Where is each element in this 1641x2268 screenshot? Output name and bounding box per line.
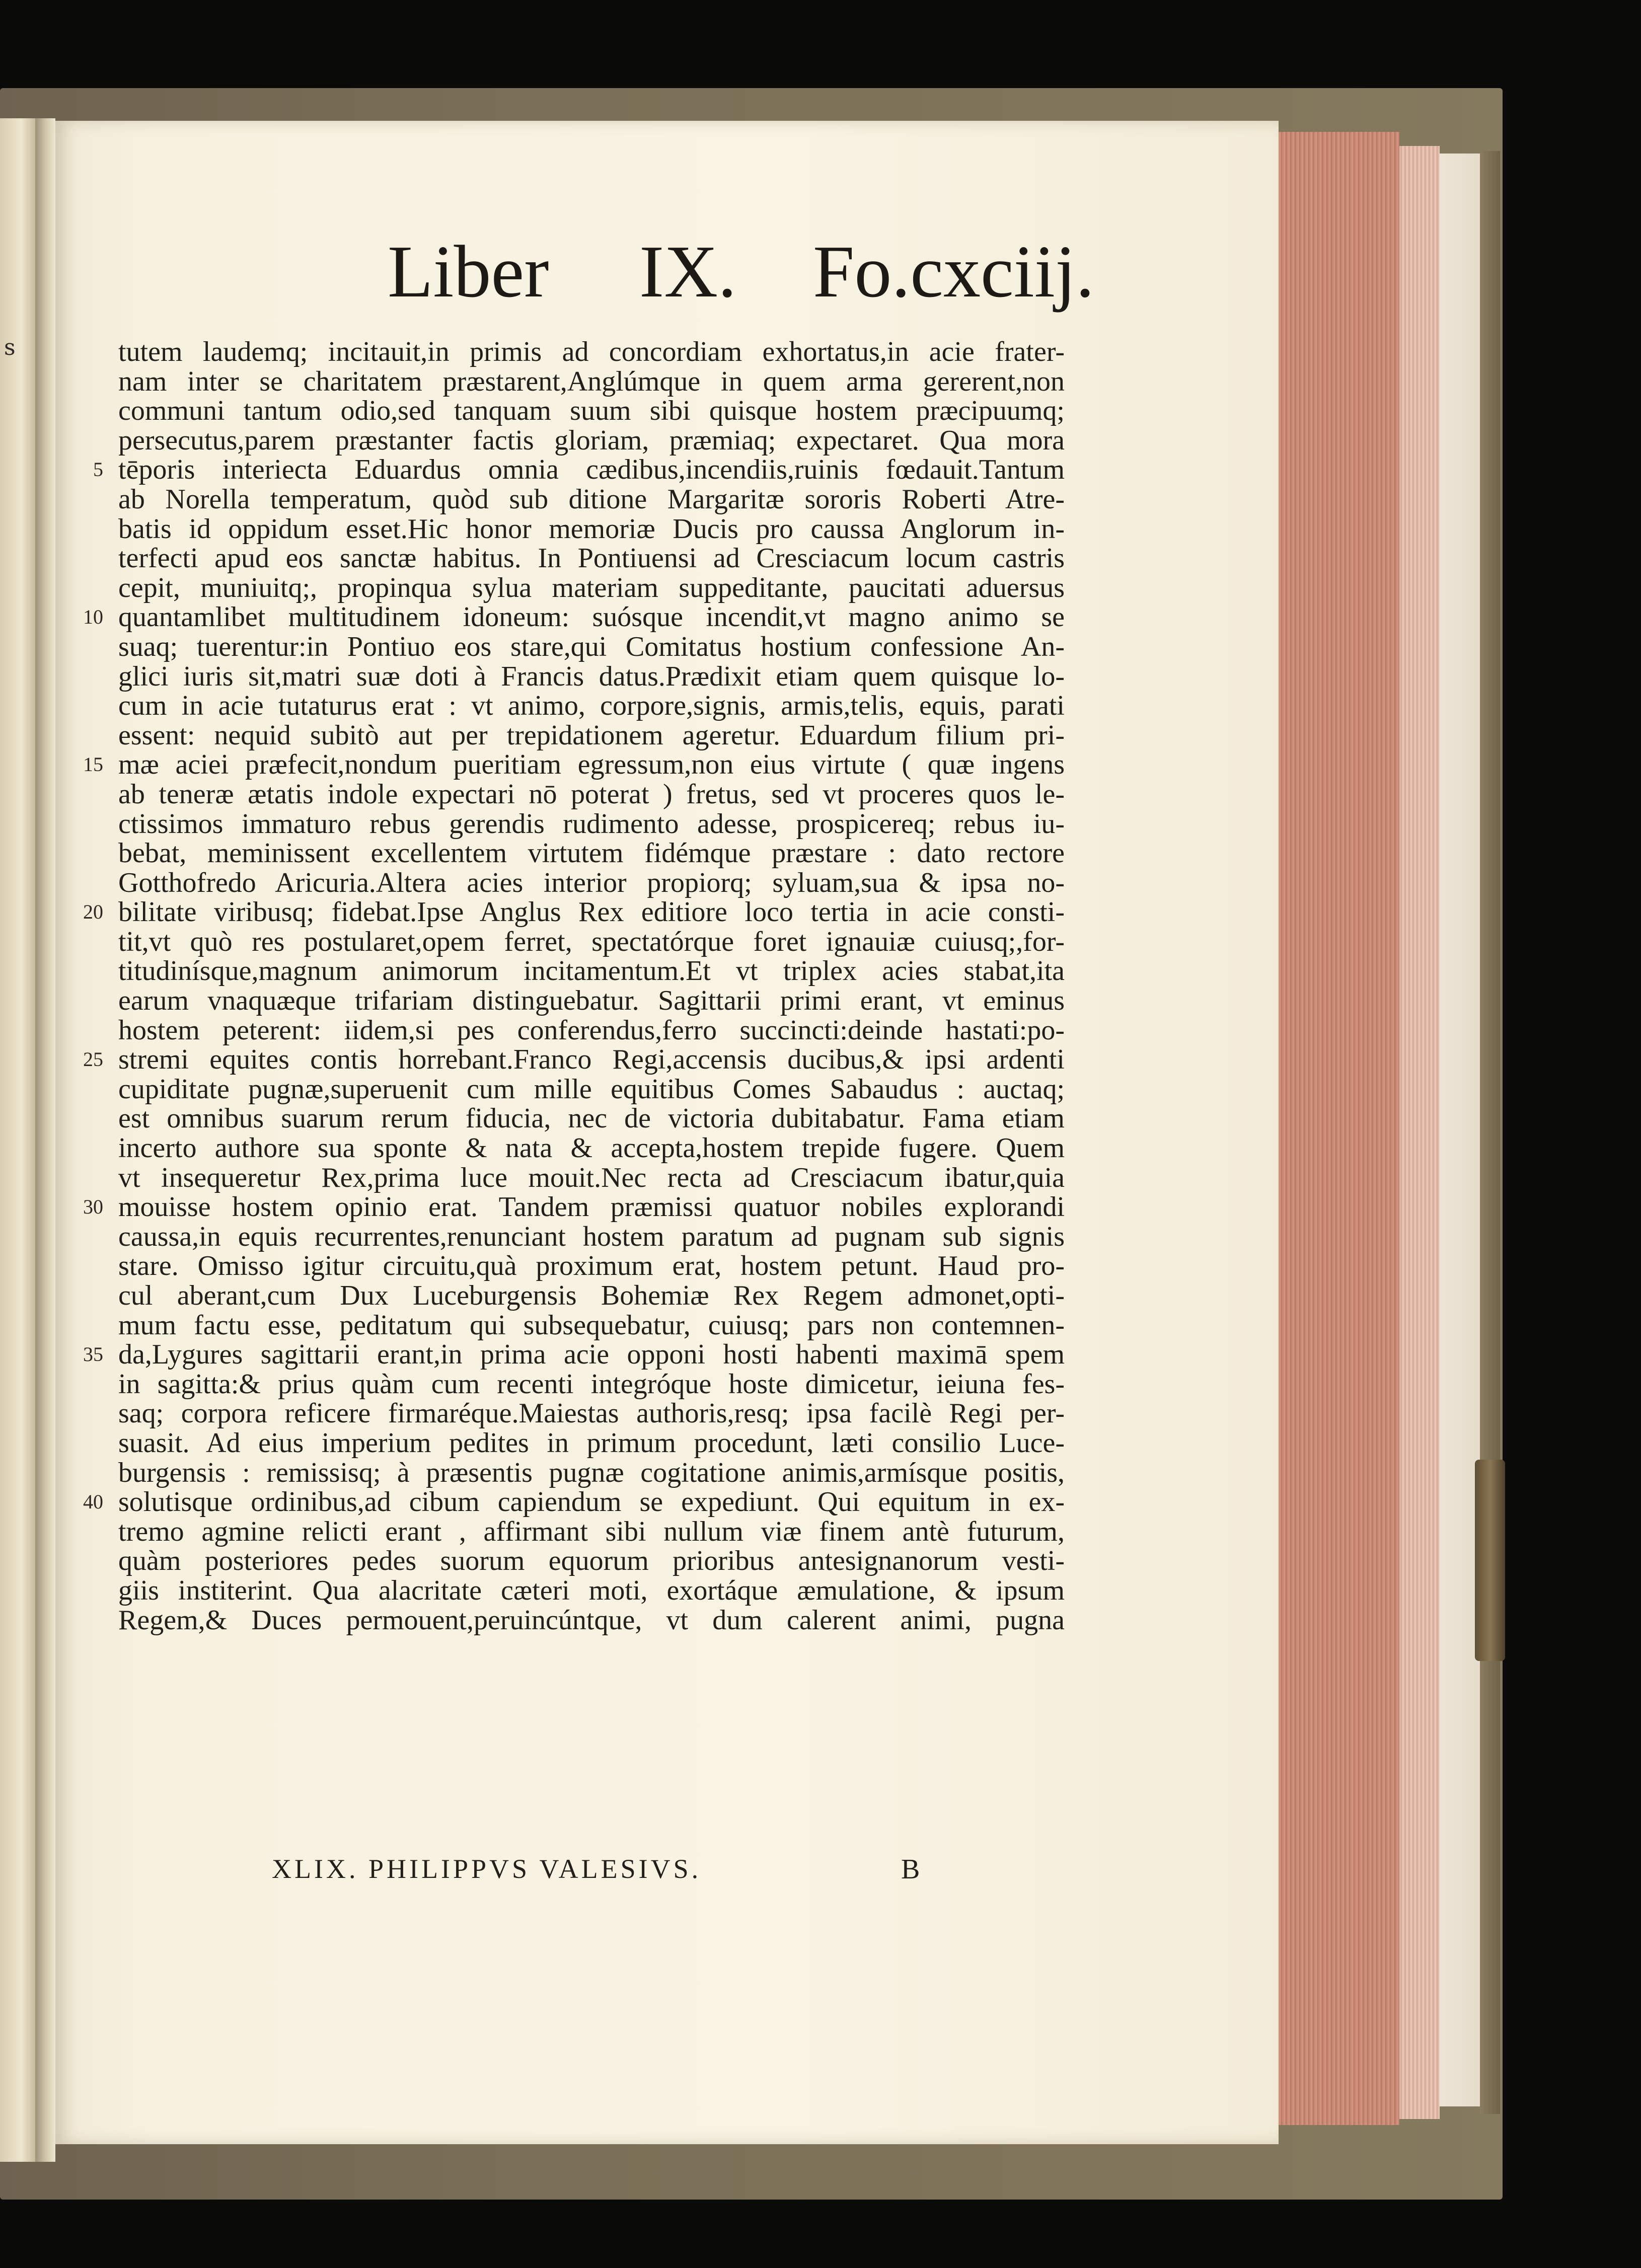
line-text: nam inter se charitatem præstarent,Anglúmque in quem arma gererent,non: [118, 365, 1065, 397]
line-text: glici iuris sit,matri suæ doti à Francis datus.Prædixit etiam quem quisque lo-: [118, 660, 1065, 692]
line-number: 30: [83, 1195, 103, 1219]
line-text: quantamlibet multitudinem idoneum: suósque incendit,vt magno animo se: [118, 601, 1065, 633]
text-line: [118, 839, 1065, 868]
line-text: tēporis interiecta Eduardus omnia cædibus,incendiis,ruinis fœdauit.Tantum: [118, 454, 1065, 486]
line-text: stare. Omisso igitur circuitu,quà proximum erat, hostem petunt. Haud pro-: [118, 1250, 1065, 1282]
line-text: tutem laudemq; incitauit,in primis ad concordiam exhortatus,in acie frater-: [118, 336, 1065, 367]
text-line: [118, 1517, 1065, 1547]
line-text: mum factu esse, peditatum qui subsequebatur, cuiusq; pars non contemnen-: [118, 1309, 1065, 1341]
text-line: [118, 426, 1065, 456]
page-edge-pale: [1440, 154, 1480, 2106]
page-footer: [272, 1853, 1052, 1888]
line-text: incerto authore sua sponte & nata & accepta,hostem trepide fugere. Quem: [118, 1132, 1065, 1164]
line-text: vt insequeretur Rex,prima luce mouit.Nec recta ad Cresciacum ibatur,quia: [118, 1162, 1065, 1193]
text-line: [118, 396, 1065, 426]
text-line: [83, 1486, 1065, 1518]
text-line: [118, 1546, 1065, 1576]
text-line: [118, 956, 1065, 986]
line-text: mouisse hostem opinio erat. Tandem præmissi quatuor nobiles explorandi: [118, 1191, 1065, 1223]
line-text: persecutus,parem præstanter factis gloriam, præmiaq; expectaret. Qua mora: [118, 424, 1065, 456]
text-line: [118, 573, 1065, 603]
body-text-block: [83, 336, 1065, 1636]
text-line: [83, 1339, 1065, 1371]
text-line: [118, 1222, 1065, 1252]
leather-clasp: [1475, 1460, 1505, 1661]
text-line: [118, 1576, 1065, 1606]
line-text: hostem peterent: iidem,si pes conferendus,ferro succincti:deinde hastati:po-: [118, 1014, 1065, 1046]
signature-mark: B: [901, 1854, 920, 1885]
text-line: [118, 868, 1065, 898]
line-number: 25: [83, 1048, 103, 1071]
left-margin-mark: s: [4, 335, 16, 360]
line-text: essent: nequid subitò aut per trepidationem ageretur. Eduardum filium pri-: [118, 719, 1065, 751]
line-text: quàm posteriores pedes suorum equorum prioribus antesignanorum vesti-: [118, 1545, 1065, 1577]
text-line: [118, 632, 1065, 662]
text-line: [118, 1458, 1065, 1488]
text-line: [118, 986, 1065, 1016]
text-line: [118, 662, 1065, 692]
line-text: titudinísque,magnum animorum incitamentum.Et vt triplex acies stabat,ita: [118, 955, 1065, 987]
line-text: communi tantum odio,sed tanquam suum sibi quisque hostem præcipuumq;: [118, 395, 1065, 427]
line-text: bilitate virib​usq; fidebat.Ipse Anglus Rex editiore loco tertia in acie consti-: [118, 896, 1065, 928]
text-line: [118, 780, 1065, 809]
line-text: saq; corpora reficere firmaréque.Maiestas authoris,resq; ipsa facilè Regi per-: [118, 1398, 1065, 1429]
line-text: suasit. Ad eius imperium pedites in primum procedunt, læti consilio Luce-: [118, 1427, 1065, 1459]
red-stained-fore-edge: [1279, 132, 1399, 2125]
text-line: [83, 749, 1065, 781]
text-line: [118, 1075, 1065, 1104]
text-line: [118, 809, 1065, 839]
line-text: batis id oppidum esset.Hic honor memoriæ Ducis pro caussa Anglorum in-: [118, 513, 1065, 545]
text-line: [83, 896, 1065, 928]
text-line: [118, 1370, 1065, 1399]
line-text: giis institerint. Qua alacritate cæteri moti, exortáque æmulatione, & ipsum: [118, 1574, 1065, 1606]
text-line: [118, 1104, 1065, 1133]
line-text: bebat, meminissent excellentem virtutem fidémque præstare : dato rectore: [118, 838, 1065, 869]
text-line: [118, 544, 1065, 573]
left-facing-page: [0, 118, 35, 2162]
line-text: in sagitta:& prius quàm cum recenti integróque hoste dimicetur, ieiuna fes-: [118, 1368, 1065, 1400]
running-head: [388, 221, 1095, 322]
text-line: [83, 1044, 1065, 1076]
line-text: suaq; tuerentur:in Pontiuo eos stare,qui Comitatus hostium confessione An-: [118, 631, 1065, 662]
line-text: cepit, muniuitq;, propinqua sylua materiam suppeditante, paucitati aduersus: [118, 572, 1065, 603]
line-text: cupiditate pugnæ,superuenit cum mille equitibus Comes Sabaudus : auctaq;: [118, 1073, 1065, 1105]
text-line: [118, 927, 1065, 957]
line-number: 40: [83, 1490, 103, 1514]
line-text: mæ aciei præfecit,nondum pueritiam egressum,non eius virtute ( quæ ingens: [118, 749, 1065, 781]
text-line: [83, 1191, 1065, 1223]
running-head-book-number: IX.: [639, 231, 737, 313]
text-line: [118, 1606, 1065, 1635]
text-line: [118, 691, 1065, 721]
line-text: est omnibus suarum rerum fiducia, nec de victoria dubitabatur. Fama etiam: [118, 1103, 1065, 1135]
line-text: earum vnaquæque trifariam distinguebatur. Sagittarii primi erant, vt eminus: [118, 985, 1065, 1017]
line-text: burgensis : remissisq; à præsentis pugnæ cogitatione animis,armísque positis,: [118, 1457, 1065, 1488]
line-text: ctissimos immaturo rebus gerendis rudimento adesse, prospicereq; rebus iu-: [118, 808, 1065, 840]
footer-chapter-title: XLIX. PHILIPPVS VALESIVS.: [272, 1854, 702, 1884]
line-number: 10: [83, 606, 103, 629]
line-text: caussa,in equis recurrentes,renunciant hostem paratum ad pugnam sub signis: [118, 1221, 1065, 1252]
page-edge-light: [1399, 146, 1440, 2119]
text-line: [118, 1428, 1065, 1458]
text-line: [118, 485, 1065, 514]
line-text: ab teneræ ætatis indole expectari nō poterat ) fretus, sed vt proceres quos le-: [118, 778, 1065, 810]
text-line: [118, 1016, 1065, 1045]
line-number: 5: [93, 458, 103, 481]
line-text: terfecti apud eos sanctæ habitus. In Pontiuensi ad Cresciacum locum castris: [118, 543, 1065, 574]
text-line: [118, 367, 1065, 397]
page-gutter: [35, 118, 55, 2162]
text-line: [118, 1133, 1065, 1163]
line-number: 15: [83, 753, 103, 776]
text-line: [118, 721, 1065, 750]
text-line: [118, 1311, 1065, 1340]
line-text: tremo agmine relicti erant , affirmant sibi nullum viæ finem antè futurum,: [118, 1516, 1065, 1547]
line-text: ab Norella temperatum, quòd sub ditione Margaritæ sororis Roberti Atre-: [118, 483, 1065, 515]
line-text: stremi equites contis horrebant.Franco Regi,accensis ducibus,& ipsi ardenti: [118, 1044, 1065, 1076]
line-text: Gotthofredo Aricuria.Altera acies interior propiorq; syluam,sua & ipsa no-: [118, 867, 1065, 898]
line-text: tit,vt quò res postularet,opem ferret, spectatórque foret ignauiæ cuiusq;,for-: [118, 926, 1065, 957]
text-line: [93, 454, 1065, 486]
text-line: [118, 337, 1065, 367]
text-line: [118, 1281, 1065, 1311]
line-text: da,Lygures sagittarii erant,in prima acie opponi hosti habenti maximā spem: [118, 1339, 1065, 1371]
line-text: Regem,& Duces permouent,peruincúntque, vt dum calerent animi, pugna: [118, 1604, 1065, 1636]
running-head-folio: Fo.cxciij.: [813, 231, 1095, 313]
running-head-liber: Liber: [388, 231, 549, 313]
text-line: [118, 1399, 1065, 1428]
text-line: [118, 514, 1065, 544]
text-line: [83, 601, 1065, 633]
line-number: 35: [83, 1343, 103, 1366]
line-text: cul aberant,cum Dux Luceburgensis Bohemiæ Rex Regem admonet,opti-: [118, 1280, 1065, 1311]
text-line: [118, 1163, 1065, 1193]
line-text: cum in acie tutaturus erat : vt animo, corpore,signis, armis,telis, equis, parati: [118, 690, 1065, 722]
text-line: [118, 1251, 1065, 1281]
cover-edge: [1480, 151, 1500, 2114]
line-number: 20: [83, 900, 103, 924]
line-text: solutisque ordinibus,ad cibum capiendum se expediunt. Qui equitum in ex-: [118, 1486, 1065, 1518]
